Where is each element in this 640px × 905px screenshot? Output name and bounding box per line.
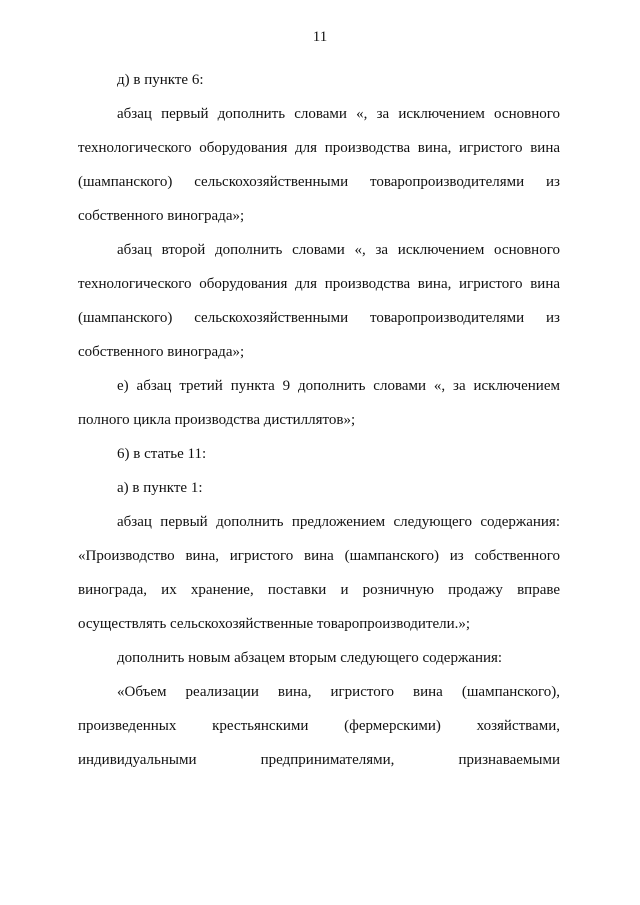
text-line: а) в пункте 1:: [117, 480, 203, 496]
text-line: технологического оборудования для производства вина, игристого вина: [78, 140, 560, 156]
paragraph-subitem-e: [78, 369, 560, 437]
text-line: произведенных крестьянскими (фермерскими) хозяйствами,: [78, 718, 560, 734]
page-number: 11: [312, 29, 328, 45]
paragraph-add-new-abzac: [78, 641, 560, 675]
text-line: абзац первый дополнить предложением следующего содержания:: [117, 514, 560, 530]
text-line: собственного винограда»;: [78, 208, 245, 224]
paragraph-volume-sales: [78, 675, 560, 777]
document-body: [78, 63, 560, 777]
text-line: д) в пункте 6:: [117, 72, 204, 88]
text-line: технологического оборудования для производства вина, игристого вина: [78, 276, 560, 292]
paragraph-add-sentence: [78, 505, 560, 641]
paragraph-second-abzac: [78, 233, 560, 369]
paragraph-first-abzac: [78, 97, 560, 233]
text-line: осуществлять сельскохозяйственные товаропроизводители.»;: [78, 616, 471, 632]
text-line: полного цикла производства дистиллятов»;: [78, 412, 356, 428]
text-line: е) абзац третий пункта 9 дополнить словами «, за исключением: [117, 378, 560, 394]
text-line: индивидуальными предпринимателями, признаваемыми: [78, 752, 560, 768]
paragraph-subitem-a: [78, 471, 560, 505]
text-line: «Объем реализации вина, игристого вина (шампанского),: [117, 684, 560, 700]
text-line: абзац второй дополнить словами «, за исключением основного: [117, 242, 560, 258]
text-line: абзац первый дополнить словами «, за исключением основного: [117, 106, 560, 122]
text-line: винограда, их хранение, поставки и розничную продажу вправе: [78, 582, 560, 598]
paragraph-subitem-d: [78, 63, 560, 97]
text-line: «Производство вина, игристого вина (шампанского) из собственного: [78, 548, 560, 564]
text-line: собственного винограда»;: [78, 344, 245, 360]
text-line: дополнить новым абзацем вторым следующего содержания:: [117, 650, 503, 666]
text-line: (шампанского) сельскохозяйственными товаропроизводителями из: [78, 310, 560, 326]
text-line: (шампанского) сельскохозяйственными товаропроизводителями из: [78, 174, 560, 190]
text-line: 6) в статье 11:: [117, 446, 207, 462]
paragraph-article-11: [78, 437, 560, 471]
